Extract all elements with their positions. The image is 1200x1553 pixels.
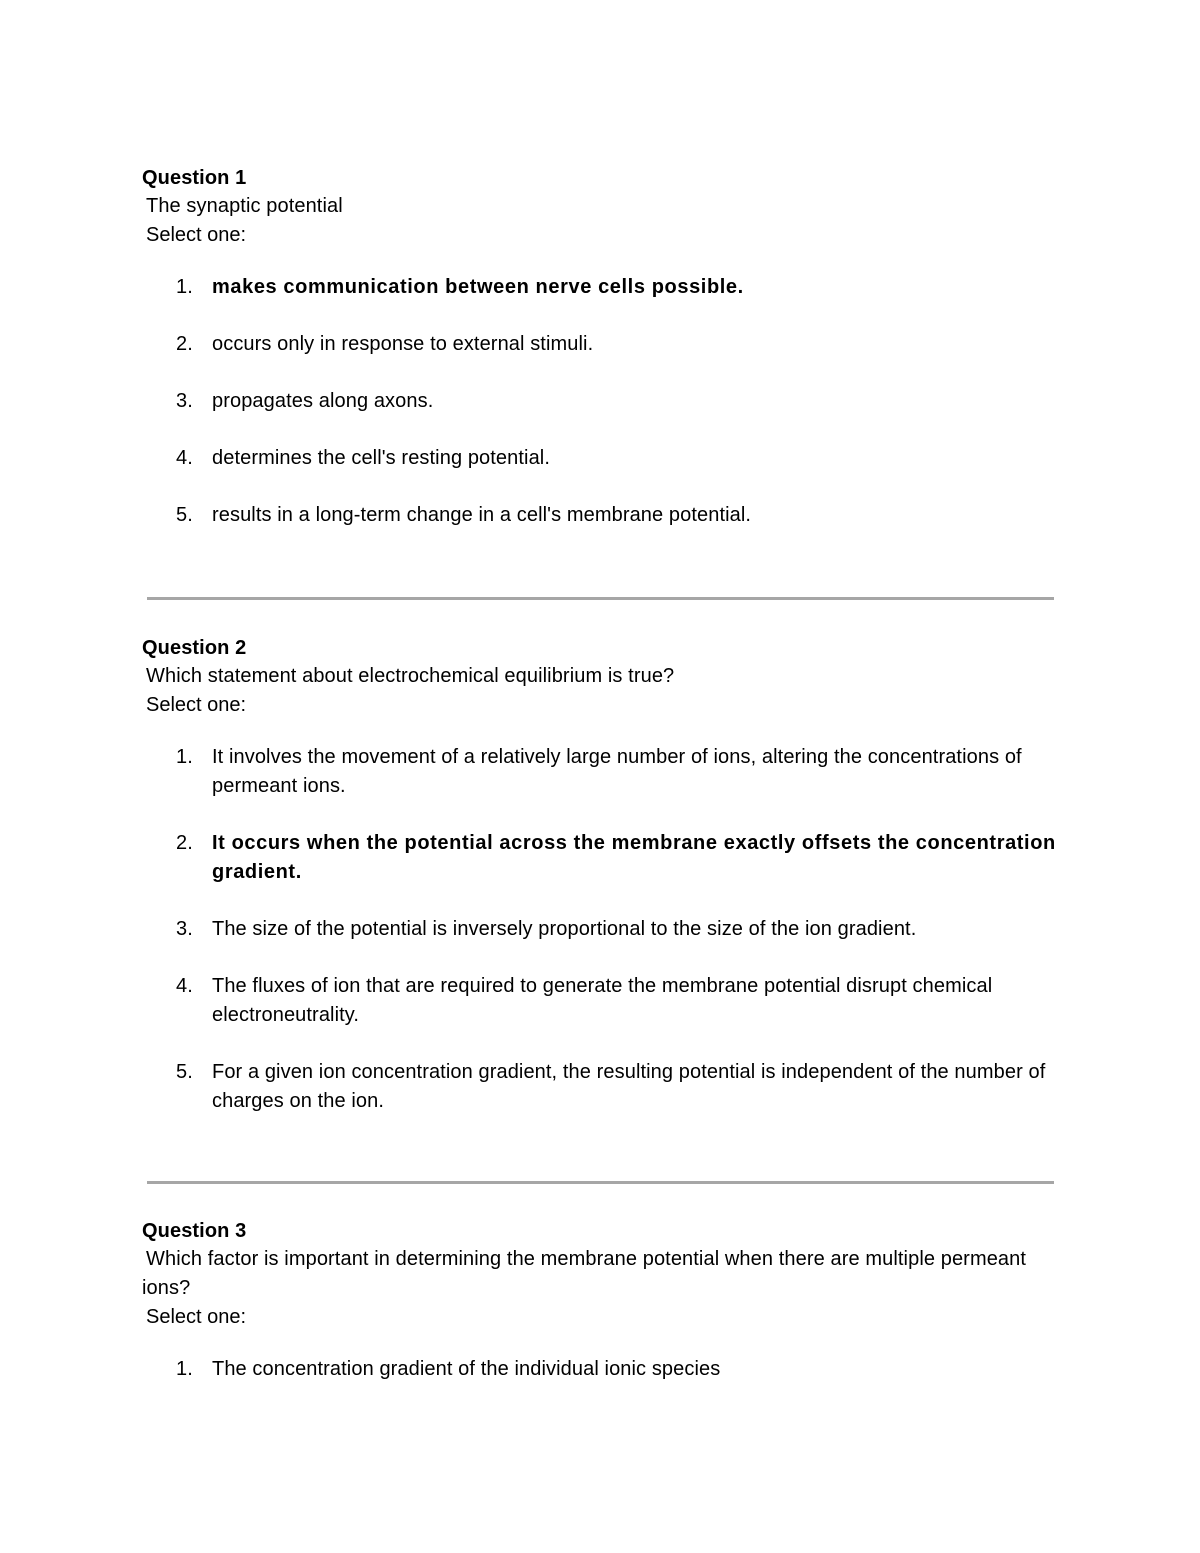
choice-number: 1.: [176, 276, 193, 298]
question-stem: Which statement about electrochemical equilibrium is true?: [146, 665, 675, 687]
choice-text: makes communication between nerve cells possible.: [212, 276, 744, 298]
choice-item[interactable]: [142, 501, 1057, 530]
choice-number: 2.: [176, 333, 193, 355]
question-1: [142, 164, 1062, 558]
choice-text: The size of the potential is inversely proportional to the size of the ion gradient.: [212, 918, 917, 940]
choice-list: [142, 273, 1062, 530]
question-title: Question 2: [142, 637, 247, 659]
question-title: Question 3: [142, 1220, 247, 1242]
choice-text: The fluxes of ion that are required to generate the membrane potential disrupt chemical electroneutrality.: [212, 975, 993, 1026]
choice-item[interactable]: [142, 273, 1057, 302]
choice-number: 1.: [176, 1358, 193, 1380]
choice-number: 4.: [176, 975, 193, 997]
choice-list: [142, 1355, 1062, 1384]
choice-item[interactable]: [142, 1058, 1057, 1116]
divider-2: [147, 1181, 1054, 1184]
choice-item[interactable]: [142, 915, 1057, 944]
choice-number: 3.: [176, 918, 193, 940]
choice-item[interactable]: [142, 743, 1057, 801]
choice-number: 1.: [176, 746, 193, 768]
choice-item[interactable]: [142, 972, 1057, 1030]
choice-item[interactable]: [142, 444, 1057, 473]
question-stem: The synaptic potential: [146, 195, 343, 217]
choice-text: occurs only in response to external stimuli.: [212, 333, 594, 355]
question-stem: Which factor is important in determining the membrane potential when there are multiple permeant ions?: [142, 1248, 1027, 1299]
choice-item[interactable]: [142, 387, 1057, 416]
choice-text: The concentration gradient of the individual ionic species: [212, 1358, 721, 1380]
choice-item[interactable]: [142, 829, 1057, 887]
choice-number: 5.: [176, 504, 193, 526]
select-prompt: Select one:: [146, 694, 247, 716]
select-prompt: Select one:: [146, 1306, 247, 1328]
divider-1: [147, 597, 1054, 600]
choice-text: For a given ion concentration gradient, the resulting potential is independent of the number of charges on the ion.: [212, 1061, 1046, 1112]
choice-text: It involves the movement of a relatively large number of ions, altering the concentrations of permeant ions.: [212, 746, 1022, 797]
question-2: [142, 634, 1062, 1144]
choice-number: 2.: [176, 832, 193, 854]
question-3: [142, 1217, 1062, 1412]
choice-text: propagates along axons.: [212, 390, 434, 412]
choice-item[interactable]: [142, 330, 1057, 359]
choice-number: 3.: [176, 390, 193, 412]
choice-item[interactable]: [142, 1355, 1057, 1384]
choice-text: results in a long-term change in a cell's membrane potential.: [212, 504, 752, 526]
choice-number: 4.: [176, 447, 193, 469]
choice-list: [142, 743, 1062, 1116]
select-prompt: Select one:: [146, 224, 247, 246]
choice-text: determines the cell's resting potential.: [212, 447, 550, 469]
choice-text: It occurs when the potential across the membrane exactly offsets the concentration gradient.: [212, 832, 1056, 883]
question-title: Question 1: [142, 167, 247, 189]
choice-number: 5.: [176, 1061, 193, 1083]
